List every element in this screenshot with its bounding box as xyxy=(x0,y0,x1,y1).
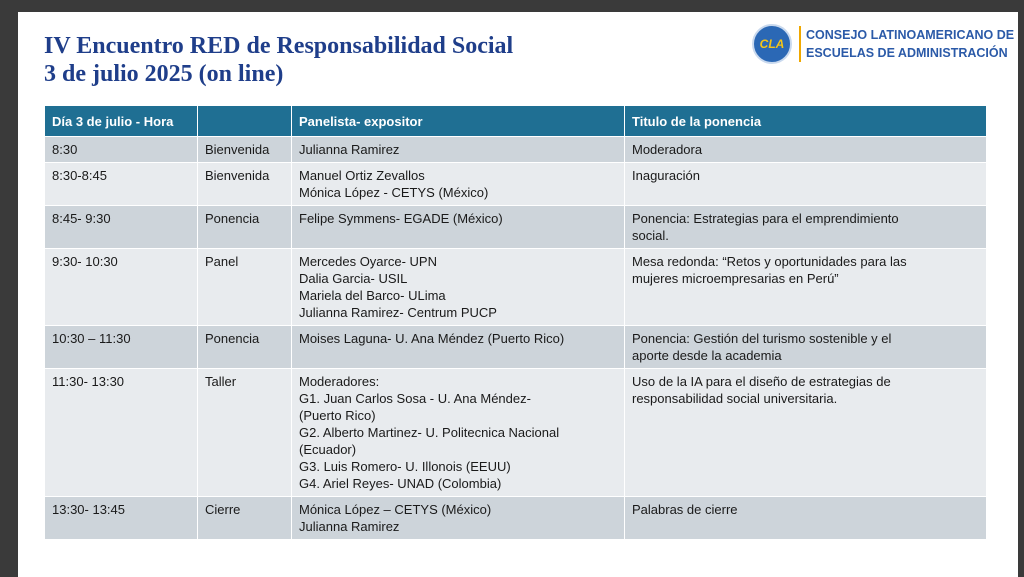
cell-panelista xyxy=(292,163,625,206)
cell-tipo: Taller xyxy=(198,369,292,497)
panelista-line: Dalia Garcia- USIL xyxy=(299,271,408,286)
titulo-line: Inaguración xyxy=(632,168,700,183)
cell-titulo xyxy=(625,163,987,206)
logo-divider xyxy=(799,26,801,62)
slide xyxy=(18,12,1018,577)
cell-tipo: Ponencia xyxy=(198,206,292,249)
cell-titulo xyxy=(625,249,987,326)
panelista-line: G3. Luis Romero- U. Illonois (EEUU) xyxy=(299,459,511,474)
titulo-line: Moderadora xyxy=(632,142,703,157)
panelista-line: Julianna Ramirez xyxy=(299,519,400,534)
table-header-row xyxy=(45,106,987,137)
titulo-line: Palabras de cierre xyxy=(632,502,738,517)
logo-text xyxy=(806,26,1014,62)
cell-tipo: Ponencia xyxy=(198,326,292,369)
table-row xyxy=(45,206,987,249)
panelista-line: Julianna Ramirez xyxy=(299,142,400,157)
titulo-line: mujeres microempresarias en Perú” xyxy=(632,271,839,286)
titulo-line: responsabilidad social universitaria. xyxy=(632,391,838,406)
cell-hora: 13:30- 13:45 xyxy=(45,497,198,540)
panelista-line: Moderadores: xyxy=(299,374,380,389)
title-line-2: 3 de julio 2025 (on line) xyxy=(44,61,284,87)
cell-titulo xyxy=(625,497,987,540)
panelista-line: Mónica López - CETYS (México) xyxy=(299,185,489,200)
cell-tipo: Bienvenida xyxy=(198,163,292,206)
cell-titulo xyxy=(625,369,987,497)
cell-panelista xyxy=(292,137,625,163)
panelista-line: Mónica López – CETYS (México) xyxy=(299,502,492,517)
cell-panelista xyxy=(292,497,625,540)
panelista-line: Mariela del Barco- ULima xyxy=(299,288,446,303)
titulo-line: aporte desde la academia xyxy=(632,348,782,363)
logo-line-2: ESCUELAS DE ADMINISTRACIÓN xyxy=(806,46,1008,60)
header-panelista: Panelista- expositor xyxy=(292,106,625,137)
cell-panelista xyxy=(292,249,625,326)
cell-hora: 8:45- 9:30 xyxy=(45,206,198,249)
panelista-line: G4. Ariel Reyes- UNAD (Colombia) xyxy=(299,476,502,491)
table-row xyxy=(45,369,987,497)
titulo-line: social. xyxy=(632,228,669,243)
title-line-1: IV Encuentro RED de Responsabilidad Social xyxy=(44,33,514,59)
panelista-line: Mercedes Oyarce- UPN xyxy=(299,254,437,269)
cladea-logo xyxy=(752,22,1015,66)
panelista-line: (Puerto Rico) xyxy=(299,408,376,423)
cell-titulo xyxy=(625,206,987,249)
cell-tipo: Bienvenida xyxy=(198,137,292,163)
cell-hora: 8:30 xyxy=(45,137,198,163)
table-row xyxy=(45,249,987,326)
cell-tipo: Panel xyxy=(198,249,292,326)
cell-tipo: Cierre xyxy=(198,497,292,540)
table-row xyxy=(45,137,987,163)
cell-hora: 8:30-8:45 xyxy=(45,163,198,206)
cell-hora: 9:30- 10:30 xyxy=(45,249,198,326)
header-tipo xyxy=(198,106,292,137)
header-hora: Día 3 de julio - Hora xyxy=(45,106,198,137)
schedule-table xyxy=(44,105,987,540)
panelista-line: G2. Alberto Martinez- U. Politecnica Nacional xyxy=(299,425,560,440)
titulo-line: Ponencia: Estrategias para el emprendimiento xyxy=(632,211,899,226)
cell-hora: 10:30 – 11:30 xyxy=(45,326,198,369)
table-row xyxy=(45,163,987,206)
logo-mark: CLA xyxy=(752,24,792,64)
table-row xyxy=(45,497,987,540)
titulo-line: Ponencia: Gestión del turismo sostenible y el xyxy=(632,331,892,346)
panelista-line: Felipe Symmens- EGADE (México) xyxy=(299,211,503,226)
panelista-line: G1. Juan Carlos Sosa - U. Ana Méndez- xyxy=(299,391,531,406)
panelista-line: (Ecuador) xyxy=(299,442,357,457)
cell-panelista xyxy=(292,206,625,249)
page-title xyxy=(44,32,513,88)
logo-line-1: CONSEJO LATINOAMERICANO DE xyxy=(806,28,1015,42)
cell-panelista xyxy=(292,326,625,369)
panelista-line: Manuel Ortiz Zevallos xyxy=(299,168,425,183)
cell-hora: 11:30- 13:30 xyxy=(45,369,198,497)
panelista-line: Moises Laguna- U. Ana Méndez (Puerto Rico) xyxy=(299,331,565,346)
cell-titulo xyxy=(625,326,987,369)
header-titulo: Titulo de la ponencia xyxy=(625,106,987,137)
panelista-line: Julianna Ramirez- Centrum PUCP xyxy=(299,305,497,320)
titulo-line: Uso de la IA para el diseño de estrategias de xyxy=(632,374,891,389)
titulo-line: Mesa redonda: “Retos y oportunidades para las xyxy=(632,254,907,269)
cell-panelista xyxy=(292,369,625,497)
cell-titulo xyxy=(625,137,987,163)
table-row xyxy=(45,326,987,369)
